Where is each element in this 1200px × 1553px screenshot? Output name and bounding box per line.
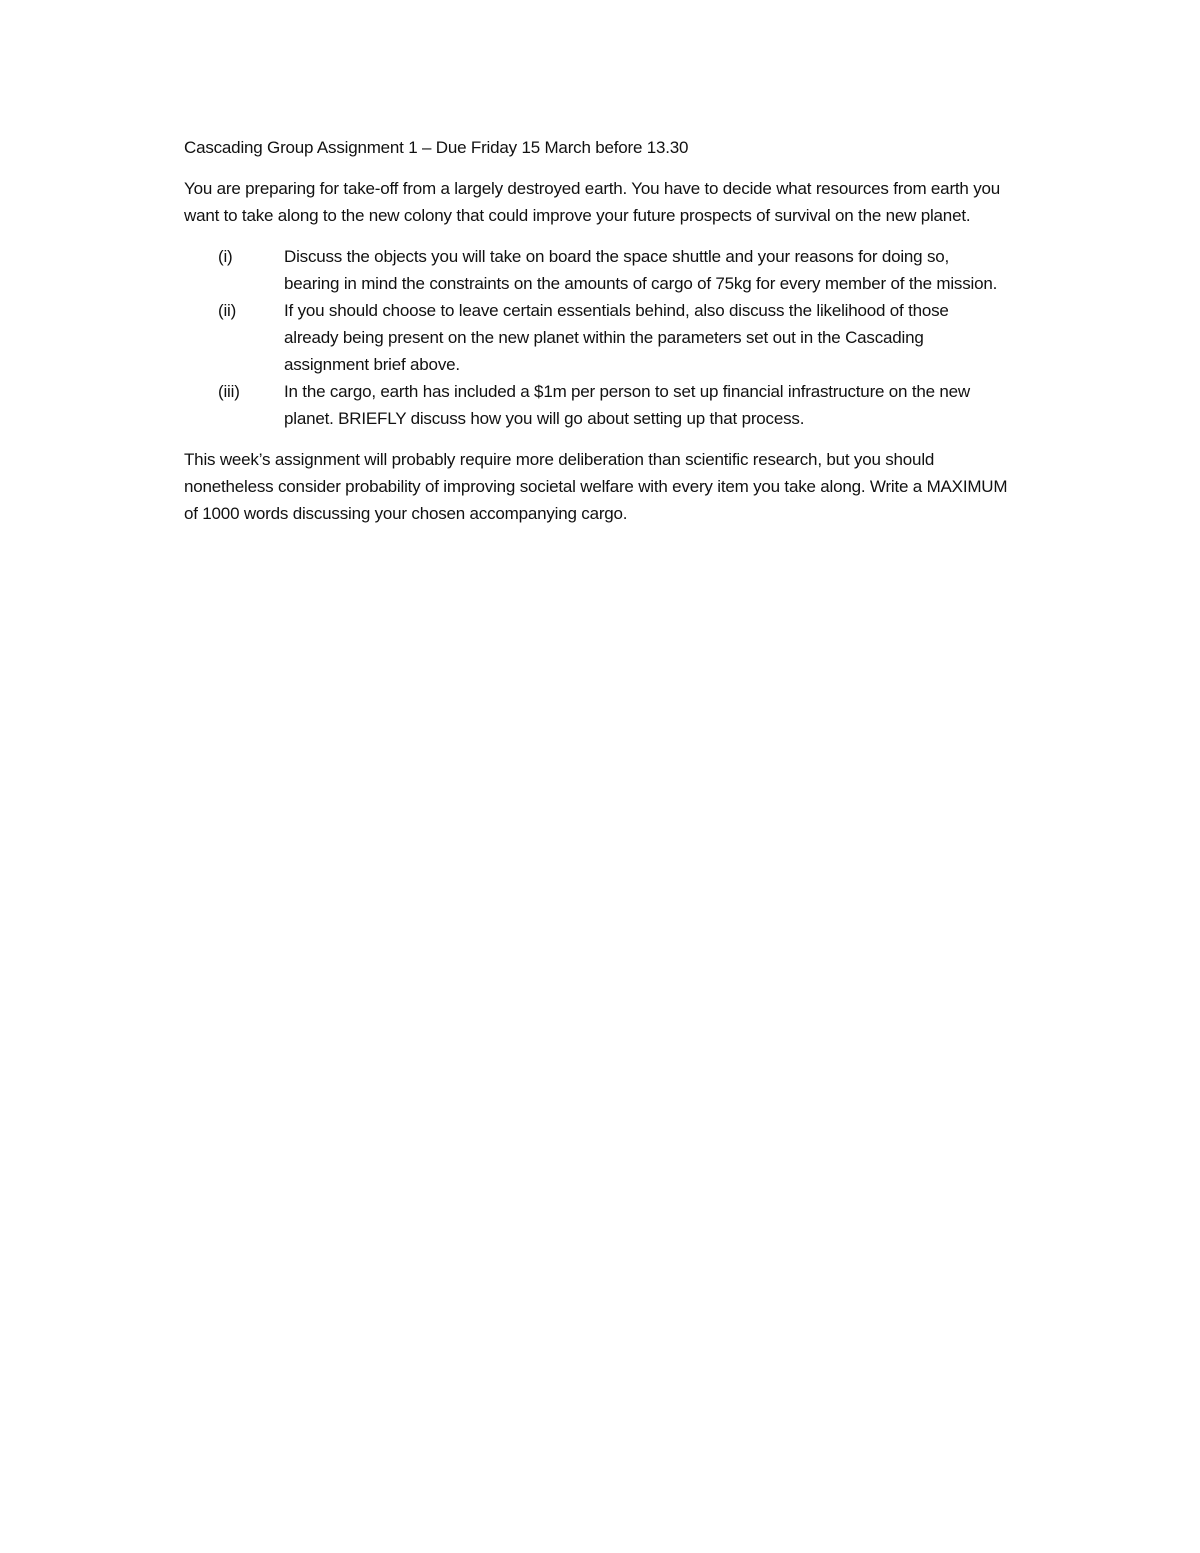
document-title: Cascading Group Assignment 1 – Due Friday 15 March before 13.30 [184,138,689,157]
list-item-text: In the cargo, earth has included a $1m per person to set up financial infrastructure on the new planet. BRIEFLY discuss how you will go about setting up that process. [284,382,970,428]
list-item [184,297,1014,378]
document-body [184,134,1014,541]
list-item [184,243,1014,297]
list-marker: (ii) [218,301,237,320]
list-item-text: Discuss the objects you will take on board the space shuttle and your reasons for doing so, bearing in mind the constraints on the amounts of cargo of 75kg for every member of the mission. [284,247,998,293]
list-marker: (iii) [218,382,240,401]
list-item [184,378,1014,432]
closing-paragraph: This week’s assignment will probably require more deliberation than scientific research, but you should nonetheless consider probability of improving societal welfare with every item you take along. Write a MAXIMUM of 1000 words discussing your chosen accompanying cargo. [184,450,1008,523]
list-marker: (i) [218,247,233,266]
question-list [184,243,1014,432]
intro-paragraph: You are preparing for take-off from a largely destroyed earth. You have to decide what resources from earth you want to take along to the new colony that could improve your future prospects of survival on the new planet. [184,179,1001,225]
list-item-text: If you should choose to leave certain essentials behind, also discuss the likelihood of those already being present on the new planet within the parameters set out in the Cascading assignment brief above. [284,301,949,374]
